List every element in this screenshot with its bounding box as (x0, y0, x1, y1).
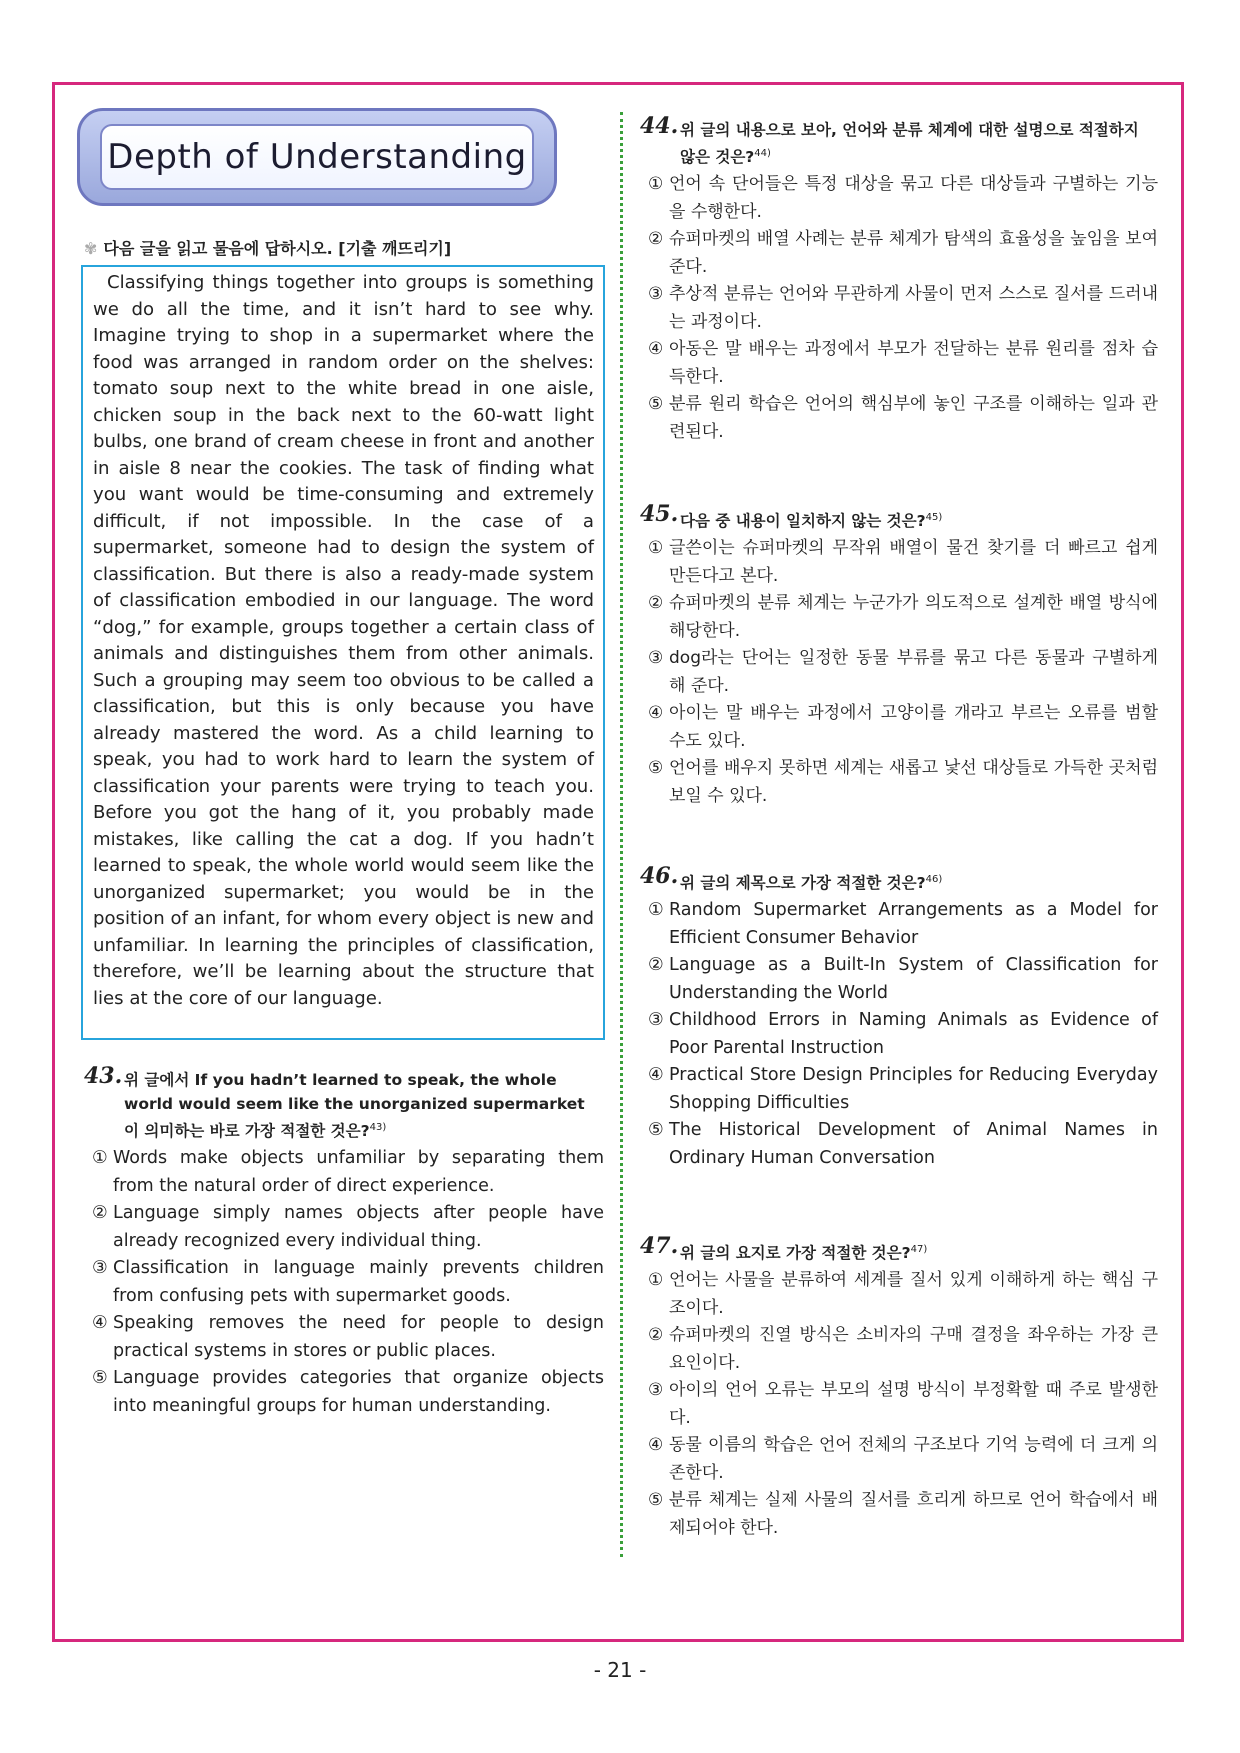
option-3[interactable] (640, 281, 1158, 336)
option-mark: ③ (648, 1010, 664, 1031)
footnote-ref: 44) (754, 148, 771, 159)
option-text: Words make objects unfamiliar by separating them from the natural order of direct experience. (113, 1148, 604, 1196)
option-mark: ④ (648, 339, 664, 360)
option-4[interactable] (640, 1062, 1158, 1117)
option-text: dog라는 단어는 일정한 동물 부류를 묶고 다른 동물과 구별하게 해 준다. (669, 648, 1158, 696)
option-mark: ② (648, 1325, 664, 1346)
option-1[interactable] (640, 1267, 1158, 1322)
option-2[interactable] (640, 226, 1158, 281)
option-text: Classification in language mainly prevents children from confusing pets with supermarket goods. (113, 1258, 604, 1306)
column-divider (620, 112, 623, 1557)
question-stem-text: 위 글의 요지로 가장 적절한 것은? (680, 1244, 911, 1263)
question-number: 47. (640, 1233, 679, 1259)
option-2[interactable] (640, 1322, 1158, 1377)
footnote-ref: 46) (925, 874, 943, 885)
question-stem-text: 위 글의 제목으로 가장 적절한 것은? (680, 874, 926, 893)
option-1[interactable] (640, 171, 1158, 226)
option-mark: ① (648, 900, 664, 921)
option-list (640, 535, 1158, 810)
option-mark: ④ (648, 1435, 664, 1456)
option-text: Language provides categories that organize objects into meaningful groups for human understanding. (113, 1368, 604, 1416)
option-2[interactable] (640, 952, 1158, 1007)
option-mark: ⑤ (648, 758, 664, 779)
option-2[interactable] (640, 590, 1158, 645)
option-text: 추상적 분류는 언어와 무관하게 사물이 먼저 스스로 질서를 드러내는 과정이다. (669, 284, 1158, 332)
question-stem-text: 위 글에서 If you hadn’t learned to speak, the whole world would seem like the unorganized supermarket 이 의미하는 바로 가장 적절한 것은? (124, 1071, 585, 1141)
question-45 (640, 501, 1158, 810)
option-mark: ② (92, 1203, 108, 1224)
option-2[interactable] (84, 1200, 604, 1255)
question-stem (640, 113, 1158, 169)
option-3[interactable] (640, 1007, 1158, 1062)
option-text: Practical Store Design Principles for Reducing Everyday Shopping Difficulties (669, 1065, 1158, 1113)
option-text: 슈퍼마켓의 진열 방식은 소비자의 구매 결정을 좌우하는 가장 큰 요인이다. (669, 1325, 1158, 1373)
footnote-ref: 43) (369, 1122, 387, 1133)
option-mark: ③ (648, 284, 664, 305)
option-list (640, 897, 1158, 1172)
option-text: 언어는 사물을 분류하여 세계를 질서 있게 이해하게 하는 핵심 구조이다. (669, 1270, 1158, 1318)
question-number: 45. (640, 501, 679, 527)
option-list (640, 1267, 1158, 1542)
option-mark: ① (92, 1148, 108, 1169)
option-mark: ① (648, 1270, 664, 1291)
option-1[interactable] (640, 897, 1158, 952)
option-5[interactable] (640, 391, 1158, 446)
option-mark: ① (648, 538, 664, 559)
question-number: 46. (640, 863, 679, 889)
question-43 (84, 1063, 604, 1420)
question-number: 44. (640, 113, 679, 139)
option-4[interactable] (640, 1432, 1158, 1487)
option-text: 동물 이름의 학습은 언어 전체의 구조보다 기억 능력에 더 크게 의존한다. (669, 1435, 1158, 1483)
option-text: Childhood Errors in Naming Animals as Evidence of Poor Parental Instruction (669, 1010, 1158, 1058)
option-text: 분류 체계는 실제 사물의 질서를 흐리게 하므로 언어 학습에서 배제되어야 한다. (669, 1490, 1158, 1538)
question-47 (640, 1233, 1158, 1542)
option-1[interactable] (84, 1145, 604, 1200)
option-4[interactable] (640, 700, 1158, 755)
option-5[interactable] (640, 1487, 1158, 1542)
option-5[interactable] (640, 755, 1158, 810)
option-text: 글쓴이는 슈퍼마켓의 무작위 배열이 물건 찾기를 더 빠르고 쉽게 만든다고 본다. (669, 538, 1158, 586)
option-5[interactable] (84, 1365, 604, 1420)
question-44 (640, 113, 1158, 446)
option-mark: ⑤ (648, 394, 664, 415)
option-mark: ④ (648, 1065, 664, 1086)
option-list (640, 171, 1158, 446)
option-text: 분류 원리 학습은 언어의 핵심부에 놓인 구조를 이해하는 일과 관련된다. (669, 394, 1158, 442)
option-text: 슈퍼마켓의 분류 체계는 누군가가 의도적으로 설계한 배열 방식에 해당한다. (669, 593, 1158, 641)
option-text: 언어를 배우지 못하면 세계는 새롭고 낯선 대상들로 가득한 곳처럼 보일 수 있다. (669, 758, 1158, 806)
question-stem (84, 1063, 604, 1143)
option-text: 아이는 말 배우는 과정에서 고양이를 개라고 부르는 오류를 범할 수도 있다. (669, 703, 1158, 751)
option-mark: ③ (648, 648, 664, 669)
option-list (84, 1145, 604, 1420)
question-stem-text: 다음 중 내용이 일치하지 않는 것은? (680, 512, 926, 531)
option-5[interactable] (640, 1117, 1158, 1172)
option-mark: ④ (92, 1313, 108, 1334)
option-text: Speaking removes the need for people to design practical systems in stores or public places. (113, 1313, 604, 1361)
reading-passage: Classifying things together into groups is something we do all the time, and it isn’t hard to see why. Imagine trying to shop in a supermarket where the food was arranged in random order on the shelves: tomato soup next to the white bread in one aisle, chicken soup in the back next to the 60-watt light bulbs, one brand of cream cheese in front and another in aisle 8 near the cookies. The task of finding what you want would be time-consuming and extremely difficult, if not impossible. In the case of a supermarket, someone had to design the system of classification. But there is also a ready-made system of classification embodied in our language. The word “dog,” for example, groups together a certain class of animals and distinguishes them from other animals. Such a grouping may seem too obvious to be called a classification, but this is only because you have already mastered the word. As a child learning to speak, you had to work hard to learn the system of classification your parents were trying to teach you. Before you got the hang of it, you probably made mistakes, like calling the cat a dog. If you hadn’t learned to speak, the whole world would seem like the unorganized supermarket; you would be in the position of an infant, for whom every object is new and unfamiliar. In learning the principles of classification, therefore, we’ll be learning about the structure that lies at the core of our language. (81, 265, 605, 1040)
question-number: 43. (84, 1063, 123, 1089)
question-stem (640, 863, 1158, 895)
option-text: The Historical Development of Animal Names in Ordinary Human Conversation (669, 1120, 1158, 1168)
section-title-badge (77, 108, 557, 206)
option-3[interactable] (640, 1377, 1158, 1432)
option-mark: ② (648, 229, 664, 250)
option-text: 아동은 말 배우는 과정에서 부모가 전달하는 분류 원리를 점차 습득한다. (669, 339, 1158, 387)
instruction-text: 다음 글을 읽고 물음에 답하시오. [기출 깨뜨리기] (103, 239, 452, 258)
question-stem (640, 501, 1158, 533)
option-mark: ⑤ (648, 1120, 664, 1141)
option-mark: ② (648, 955, 664, 976)
option-mark: ④ (648, 703, 664, 724)
section-title-inner (100, 124, 534, 190)
option-mark: ① (648, 174, 664, 195)
option-text: Random Supermarket Arrangements as a Model for Efficient Consumer Behavior (669, 900, 1158, 948)
option-3[interactable] (640, 645, 1158, 700)
question-46 (640, 863, 1158, 1172)
option-text: 아이의 언어 오류는 부모의 설명 방식이 부정확할 때 주로 발생한다. (669, 1380, 1158, 1428)
option-mark: ③ (92, 1258, 108, 1279)
option-4[interactable] (84, 1310, 604, 1365)
option-text: Language as a Built-In System of Classification for Understanding the World (669, 955, 1158, 1003)
section-title: Depth of Understanding (107, 137, 527, 177)
question-stem-text: 위 글의 내용으로 보아, 언어와 분류 체계에 대한 설명으로 적절하지 않은 것은? (680, 121, 1139, 167)
option-mark: ② (648, 593, 664, 614)
option-4[interactable] (640, 336, 1158, 391)
option-1[interactable] (640, 535, 1158, 590)
option-3[interactable] (84, 1255, 604, 1310)
option-mark: ⑤ (92, 1368, 108, 1389)
question-stem (640, 1233, 1158, 1265)
option-text: 슈퍼마켓의 배열 사례는 분류 체계가 탐색의 효율성을 높임을 보여준다. (669, 229, 1158, 277)
footnote-ref: 47) (910, 1244, 928, 1255)
option-text: Language simply names objects after people have already recognized every individual thing. (113, 1203, 604, 1251)
instruction-line (84, 236, 451, 259)
option-mark: ③ (648, 1380, 664, 1401)
footnote-ref: 45) (925, 512, 943, 523)
page-number: - 21 - (593, 1658, 647, 1682)
option-text: 언어 속 단어들은 특정 대상을 묶고 다른 대상들과 구별하는 기능을 수행한다. (669, 174, 1158, 222)
option-mark: ⑤ (648, 1490, 664, 1511)
flower-bullet-icon: ✾ (84, 239, 98, 258)
